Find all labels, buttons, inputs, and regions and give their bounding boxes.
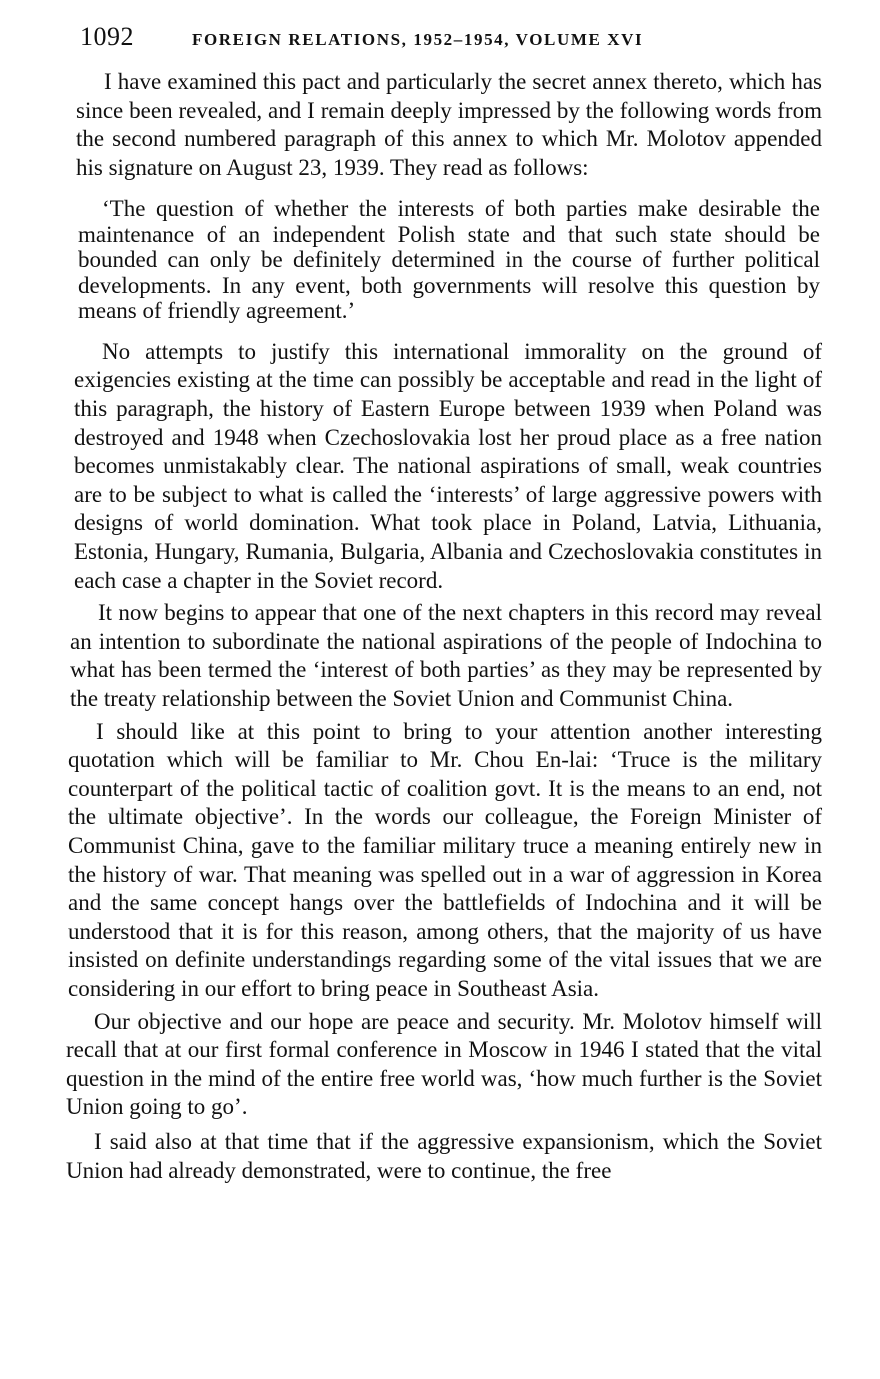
paragraph-peace-security: Our objective and our hope are peace and security. Mr. Molotov himself will recall that at our first formal conference in Moscow in 1946 I stated that the vital question in the mind of the entire free world was, ‘how much further is the Soviet Union going to go’. xyxy=(66,1008,822,1120)
page-number: 1092 xyxy=(80,22,134,51)
running-title: FOREIGN RELATIONS, 1952–1954, VOLUME XVI xyxy=(192,30,644,49)
paragraph-aggressive-expansionism: I said also at that time that if the aggressive expansionism, which the Soviet Union had already demonstrated, were to continue, the free xyxy=(66,1128,822,1183)
page-body xyxy=(66,22,822,1185)
block-quote-annex: ‘The question of whether the interests of both parties make desirable the maintenance of an independent Polish state and that such state should be bounded can only be definitely determined in the course of further political developments. In any event, both governments will resolve this question by means of friendly agreement.’ xyxy=(78,196,820,324)
paragraph-international-immorality: No attempts to justify this international immorality on the ground of exigencies existing at the time can possibly be acceptable and read in the light of this paragraph, the history of Eastern Europe between 1939 when Poland was destroyed and 1948 when Czechoslovakia lost her proud place as a free nation becomes unmistakably clear. The national aspirations of small, weak countries are to be subject to what is called the ‘interests’ of large aggressive powers with designs of world domination. What took place in Poland, Latvia, Lithuania, Estonia, Hungary, Rumania, Bulgaria, Albania and Czechoslovakia constitutes in each case a chapter in the Soviet record. xyxy=(74,338,822,593)
paragraph-secret-annex: I have examined this pact and particularly the secret annex thereto, which has since been revealed, and I remain deeply impressed by the following words from the second numbered paragraph of this annex to which Mr. Molotov appended his signature on August 23, 1939. They read as follows: xyxy=(76,69,822,180)
paragraph-indochina-chapter: It now begins to appear that one of the next chapters in this record may reveal an intention to subordinate the national aspirations of the people of Indochina to what has been termed the ‘interest of both parties’ as they may be represented by the treaty relationship between the Soviet Union and Communist China. xyxy=(70,600,822,711)
running-head xyxy=(66,22,822,62)
paragraph-truce-quotation: I should like at this point to bring to your attention another interesting quotation which will be familiar to Mr. Chou En-lai: ‘Truce is the military counterpart of the political tactic of coalition govt. It is the means to an end, not the ultimate objective’. In the words our colleague, the Foreign Minister of Communist China, gave to the familiar military truce a meaning entirely new in the history of war. That meaning was spelled out in a war of aggression in Korea and the same concept hangs over the battlefields of Indochina and it will be understood that it is for this reason, among others, that the majority of us have insisted on definite understandings regarding some of the vital issues that we are considering in our effort to bring peace in Southeast Asia. xyxy=(68,718,822,1001)
